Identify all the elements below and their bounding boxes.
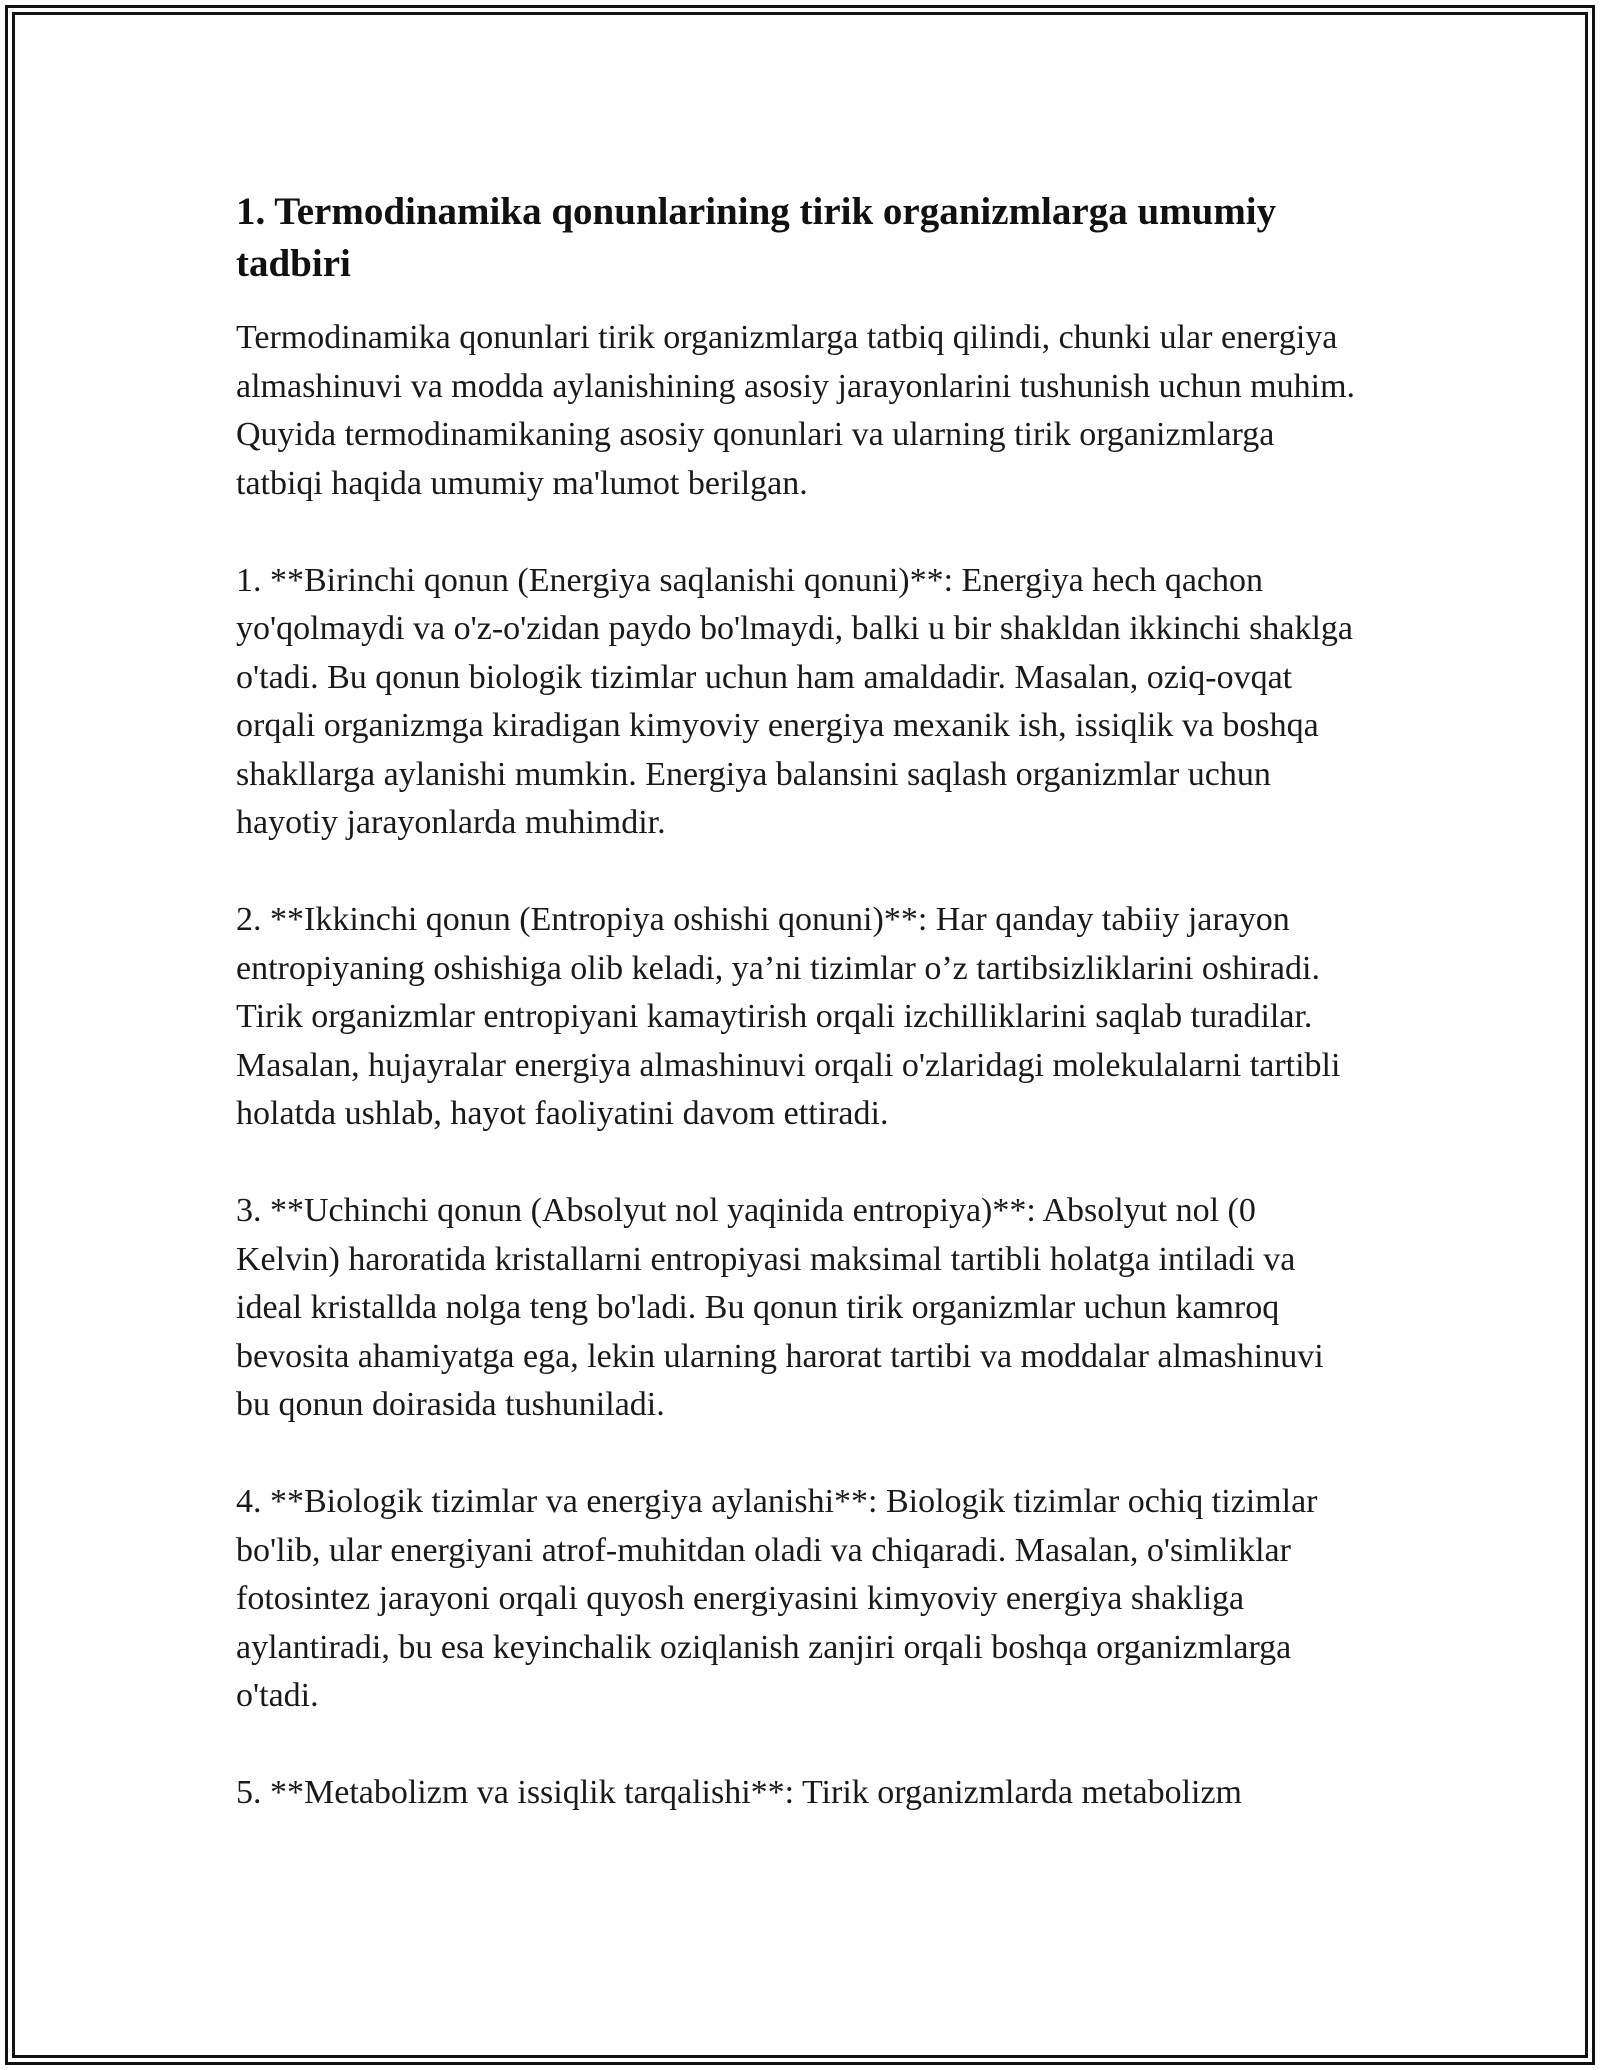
- metabolism-paragraph: 5. **Metabolizm va issiqlik tarqalishi**: Tirik organizmlarda metabolizm: [236, 1774, 1243, 1811]
- energy-cycle-paragraph: 4. **Biologik tizimlar va energiya aylanishi**: Biologik tizimlar ochiq tizimlar bo'lib, ular energiyani atrof-muhitdan oladi va chiqaradi. Masalan, o'simliklar fotosintez jarayoni orqali quyosh energiyasini kimyoviy energiya shakliga aylantiradi, bu esa keyinchalik oziqlanish zanjiri orqali boshqa organizmlarga o'tadi.: [236, 1483, 1318, 1714]
- second-law-paragraph: 2. **Ikkinchi qonun (Entropiya oshishi qonuni)**: Har qanday tabiiy jarayon entropiyaning oshishiga olib keladi, ya’ni tizimlar o’z tartibsizliklarini oshiradi. Tirik organizmlar entropiyani kamaytirish orqali izchilliklarini saqlab turadilar. Masalan, hujayralar energiya almashinuvi orqali o'zlaridagi molekulalarni tartibli holatda ushlab, hayot faoliyatini davom ettiradi.: [236, 901, 1341, 1132]
- document-title: 1. Termodinamika qonunlarining tirik organizmlarga umumiy tadbiri: [236, 190, 1277, 285]
- document-body: [236, 186, 1366, 1866]
- third-law-paragraph: 3. **Uchinchi qonun (Absolyut nol yaqinida entropiya)**: Absolyut nol (0 Kelvin) haroratida kristallarni entropiyasi maksimal tartibli holatga intiladi va ideal kristallda nolga teng bo'ladi. Bu qonun tirik organizmlar uchun kamroq bevosita ahamiyatga ega, lekin ularning harorat tartibi va moddalar almashinuvi bu qonun doirasida tushuniladi.: [236, 1192, 1324, 1423]
- first-law-paragraph: 1. **Birinchi qonun (Energiya saqlanishi qonuni)**: Energiya hech qachon yo'qolmaydi va o'z-o'zidan paydo bo'lmaydi, balki u bir shakldan ikkinchi shaklga o'tadi. Bu qonun biologik tizimlar uchun ham amaldadir. Masalan, oziq-ovqat orqali organizmga kiradigan kimyoviy energiya mexanik ish, issiqlik va boshqa shakllarga aylanishi mumkin. Energiya balansini saqlash organizmlar uchun hayotiy jarayonlarda muhimdir.: [236, 561, 1353, 841]
- intro-paragraph: Termodinamika qonunlari tirik organizmlarga tatbiq qilindi, chunki ular energiya almashinuvi va modda aylanishining asosiy jarayonlarini tushunish uchun muhim. Quyida termodinamikaning asosiy qonunlari va ularning tirik organizmlarga tatbiqi haqida umumiy ma'lumot berilgan.: [236, 319, 1356, 502]
